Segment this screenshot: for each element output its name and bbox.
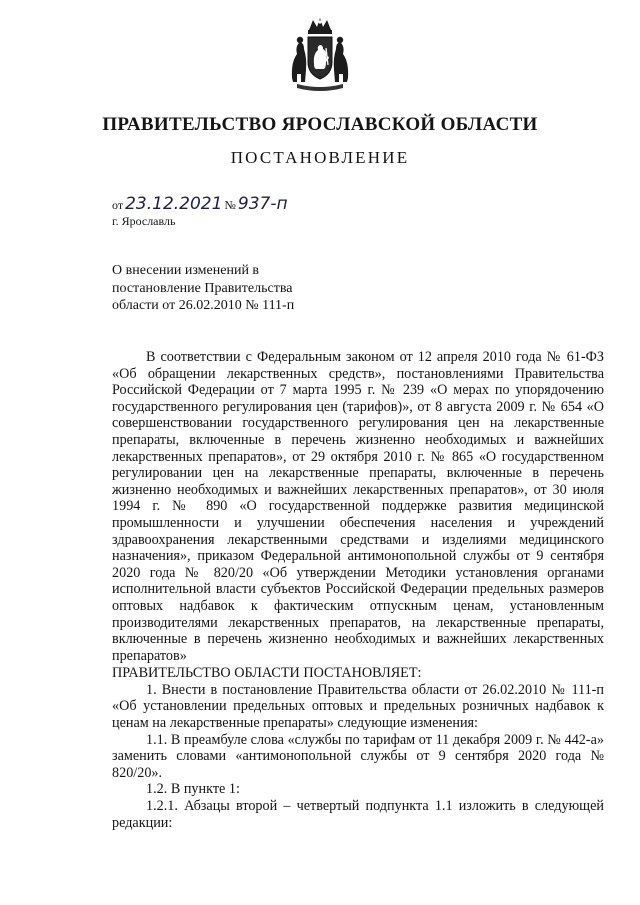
- preamble-paragraph: В соответствии с Федеральным законом от 12 апреля 2010 года № 61-ФЗ «Об обращении лекарственных средств», постановлениями Правительства Российской Федерации от 7 марта 1995 г. № 239 «О мерах по упорядочению государственного регулирования цен (тарифов)», от 8 августа 2009 г. № 654 «О совершенствовании государственного регулирования цен на лекарственные препараты, включенные в перечень жизненно необходимых и важнейших лекарственных препаратов», от 29 октября 2010 г. № 865 «О государственном регулировании цен на лекарственные препараты, включенные в перечень жизненно необходимых и важнейших лекарственных препаратов», от 30 июля 1994 г. № 890 «О государственной поддержке развития медицинской промышленности и улучшении обеспечения населения и учреждений здравоохранения лекарственными средствами и изделиями медицинского назначения», приказом Федеральной антимонопольной службы от 9 сентября 2020 года № 820/20 «Об утверждении Методики установления органами исполнительной власти субъектов Российской Федерации предельных размеров оптовых надбавок к фактическим отпускным ценам, установленным производителями лекарственных препаратов, на лекарственные препараты, включенные в перечень жизненно необходимых и важнейших лекарственных препаратов»: [112, 349, 604, 664]
- organization-title: ПРАВИТЕЛЬСТВО ЯРОСЛАВСКОЙ ОБЛАСТИ: [102, 114, 538, 135]
- ruling-heading: ПРАВИТЕЛЬСТВО ОБЛАСТИ ПОСТАНОВЛЯЕТ:: [112, 665, 422, 682]
- subject-line: О внесении изменений в: [112, 263, 260, 278]
- subject-line: постановление Правительства: [112, 280, 293, 296]
- handwritten-date: 23.12.2021: [125, 194, 223, 214]
- document-body: [112, 349, 604, 831]
- paragraph-1: 1. Внести в постановление Правительства области от 26.02.2010 № 111-п «Об установлении предельных оптовых и предельных розничных надбавок к ценам на лекарственные препараты» следующие изменения:: [112, 681, 604, 732]
- paragraph-1-1: 1.1. В преамбуле слова «службы по тарифам от 11 декабря 2009 г. № 442-а» заменить словами «антимонопольной службы от 9 сентября 2020 года № 820/20».: [112, 731, 604, 781]
- document-subject: [112, 262, 352, 315]
- date-number-line: [112, 194, 288, 214]
- subject-line: области от 26.02.2010 № 111-п: [112, 298, 295, 313]
- paragraph-1-2: 1.2. В пункте 1:: [146, 781, 240, 798]
- date-prefix: от: [112, 198, 124, 212]
- paragraph-1-2-1: 1.2.1. Абзацы второй – четвертый подпункта 1.1 изложить в следующей редакции:: [112, 798, 604, 831]
- place-of-issue: г. Ярославль: [112, 214, 176, 228]
- number-prefix: №: [224, 198, 236, 212]
- handwritten-number: 937-п: [237, 194, 288, 214]
- coat-of-arms-icon: [289, 18, 351, 92]
- document-type: ПОСТАНОВЛЕНИЕ: [230, 148, 410, 167]
